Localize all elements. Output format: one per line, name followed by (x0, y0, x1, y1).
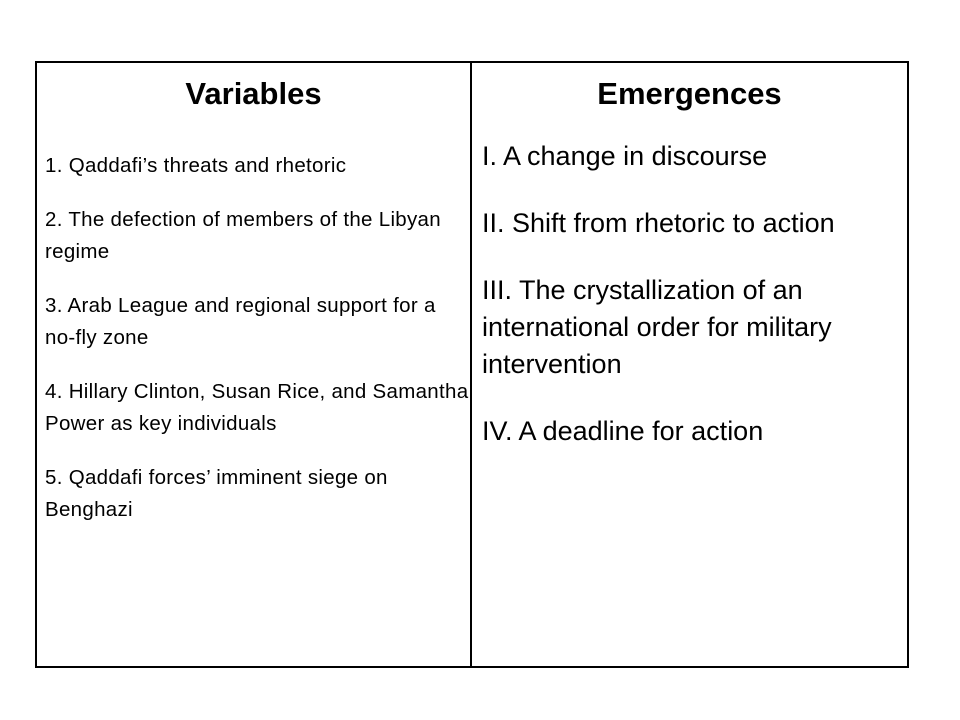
variable-item-5: 5. Qaddafi forces’ imminent siege on Benghazi (45, 466, 388, 521)
emergence-item-3: III. The crystallization of an international order for military intervention (482, 275, 832, 379)
variable-item-2: 2. The defection of members of the Libyan regime (45, 208, 441, 263)
variable-item-4: 4. Hillary Clinton, Susan Rice, and Samantha Power as key individuals (45, 380, 469, 435)
emergences-column (472, 63, 907, 666)
emergences-list (482, 138, 907, 450)
emergence-item-4: IV. A deadline for action (482, 416, 764, 446)
variable-item-1: 1. Qaddafi’s threats and rhetoric (45, 154, 347, 177)
variable-item-3: 3. Arab League and regional support for a no-fly zone (45, 294, 436, 349)
emergence-item-2: II. Shift from rhetoric to action (482, 208, 835, 238)
comparison-table (35, 61, 909, 668)
variables-list (45, 150, 470, 526)
variables-column (37, 63, 472, 666)
emergences-heading: Emergences (597, 76, 782, 111)
emergence-item-1: I. A change in discourse (482, 141, 768, 171)
variables-heading: Variables (185, 76, 322, 111)
